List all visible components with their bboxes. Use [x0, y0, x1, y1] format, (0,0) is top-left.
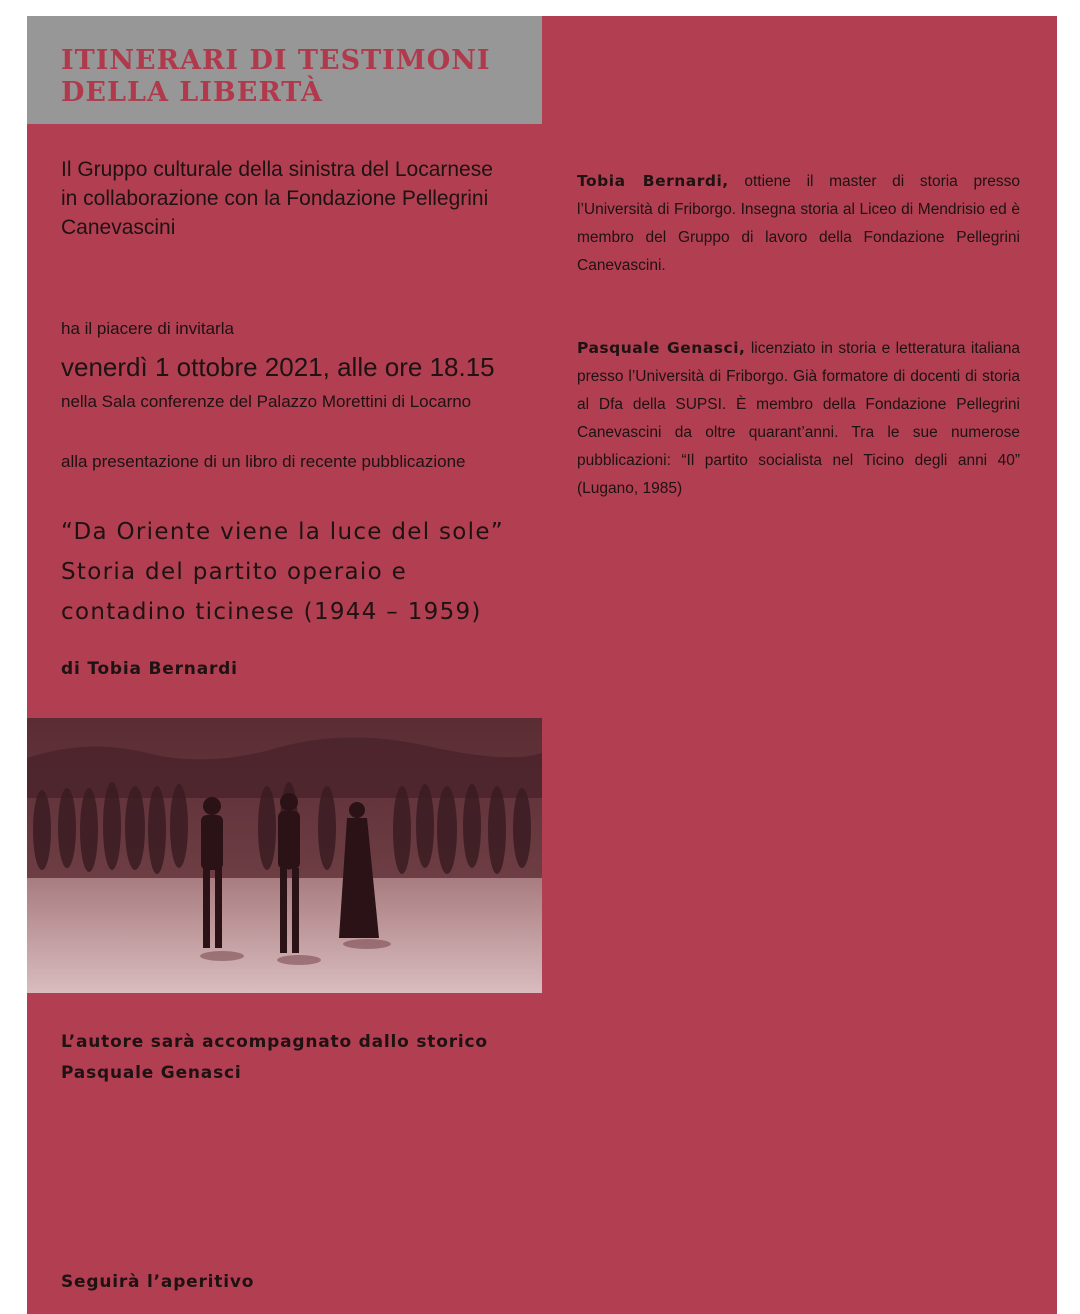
event-date: venerdì 1 ottobre 2021, alle ore 18.15: [61, 352, 495, 382]
aperitivo-note: Seguirà l’aperitivo: [61, 1272, 255, 1292]
book-title-line-1: “Da Oriente viene la luce del sole”: [61, 519, 505, 545]
bio-pasquale-genasci: [577, 334, 1020, 503]
series-title-line-1: ITINERARI DI TESTIMONI: [61, 45, 491, 76]
closing-line-2: Pasquale Genasci: [61, 1063, 242, 1083]
bio-tobia-bernardi: [577, 167, 1020, 280]
header-box: [27, 16, 542, 124]
book-title: [61, 512, 504, 632]
book-title-line-3: contadino ticinese (1944 – 1959): [61, 599, 482, 625]
series-title-line-2: DELLA LIBERTÀ: [61, 77, 323, 108]
event-venue: nella Sala conferenze del Palazzo Morettini di Locarno: [61, 392, 472, 411]
bio-text: licenziato in storia e letteratura italiana presso l’Università di Friborgo. Già formatore di docenti di storia al Dfa della SUPSI. È membro della Fondazione Pellegrini Canevascini da oltre quarant’anni. Tra le sue numerose pubblicazioni: “Il partito socialista nel Ticino degli anni 40” (Lugano, 1985): [577, 339, 1020, 497]
invite-text: ha il piacere di invitarla: [61, 319, 234, 338]
closing-note: [61, 1027, 488, 1089]
bio-text: ottiene il master di storia presso l’Università di Friborgo. Insegna storia al Liceo di Mendrisio ed è membro del Gruppo di lavoro della Fondazione Pellegrini Canevascini.: [577, 172, 1020, 274]
book-title-line-2: Storia del partito operaio e: [61, 559, 408, 585]
intro-line-3: Canevascini: [61, 216, 176, 239]
presentation-text: alla presentazione di un libro di recente pubblicazione: [61, 452, 466, 471]
bio-name: Pasquale Genasci,: [577, 338, 746, 357]
closing-line-1: L’autore sarà accompagnato dallo storico: [61, 1032, 488, 1052]
organizers-intro: [61, 155, 493, 242]
series-title: [61, 45, 491, 109]
bio-name: Tobia Bernardi,: [577, 171, 729, 190]
intro-line-1: Il Gruppo culturale della sinistra del Locarnese: [61, 158, 493, 181]
invitation-poster: [27, 16, 1057, 1314]
painting-image: [27, 718, 542, 993]
book-author: di Tobia Bernardi: [61, 659, 238, 679]
intro-line-2: in collaborazione con la Fondazione Pellegrini: [61, 187, 489, 210]
